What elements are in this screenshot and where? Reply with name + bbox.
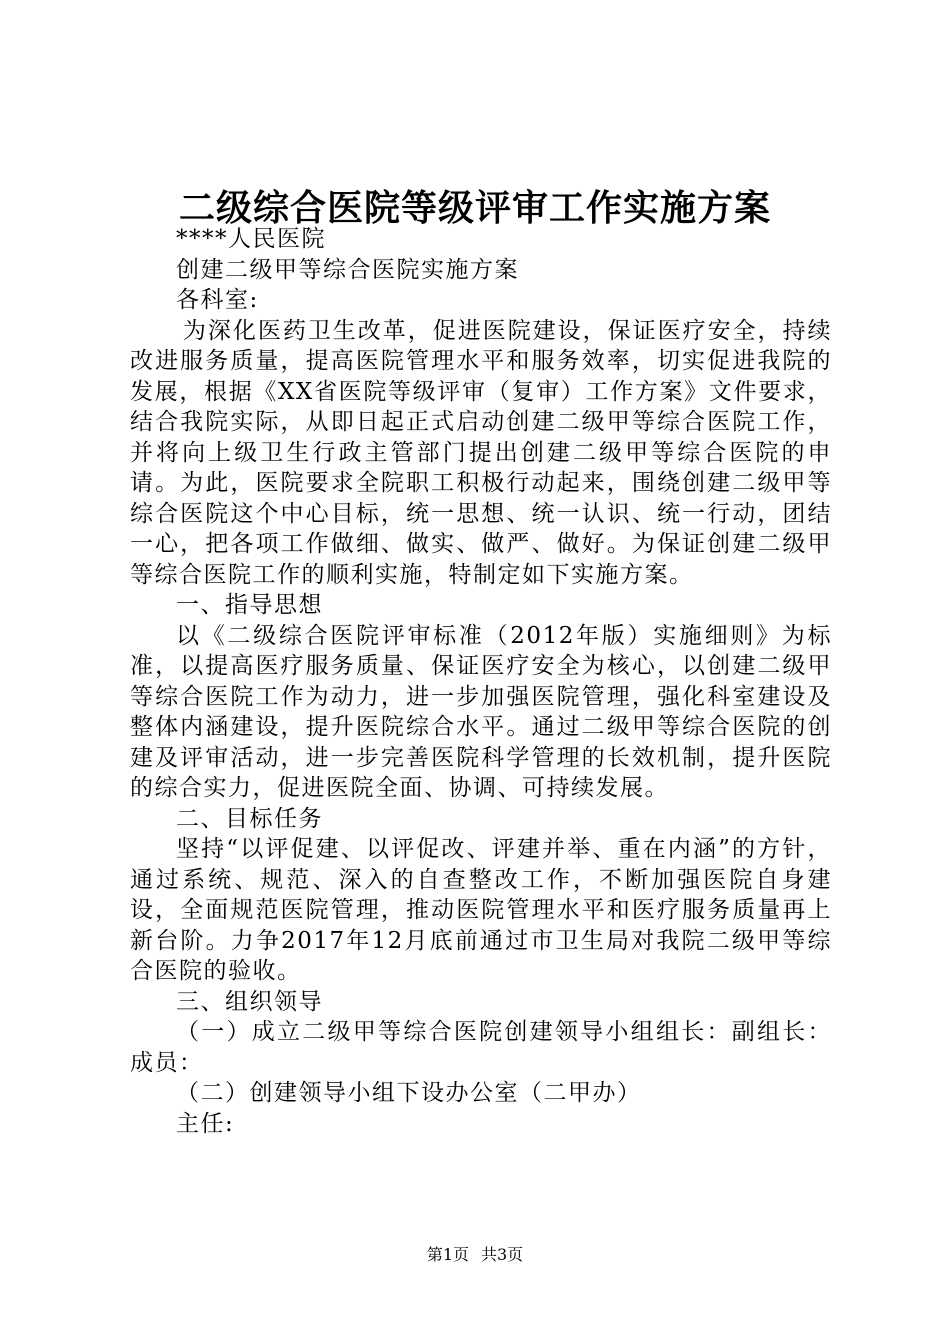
document-body <box>130 224 832 1139</box>
section-heading-guiding-ideology: 一、指导思想 <box>176 592 323 618</box>
intro-paragraph: 为深化医药卫生改革，促进医院建设，保证医疗安全，持续改进服务质量，提高医院管理水平和服务效率，切实促进我院的发展，根据《XX省医院等级评审（复审）工作方案》文件要求，结合我院实际，从即日起正式启动创建二级甲等综合医院工作，并将向上级卫生行政主管部门提出创建二级甲等综合医院的申请。为此，医院要求全院职工积极行动起来，围绕创建二级甲等综合医院这个中心目标，统一思想、统一认识、统一行动，团结一心，把各项工作做细、做实、做严、做好。为保证创建二级甲等综合医院工作的顺利实施，特制定如下实施方案。 <box>130 317 832 588</box>
salutation-line: 各科室: <box>176 287 259 313</box>
page-total: 共3页 <box>481 1245 524 1264</box>
leadership-group-paragraph: （一）成立二级甲等综合医院创建领导小组组长：副组长：成员： <box>130 1019 832 1076</box>
section-heading-organization: 三、组织领导 <box>176 988 323 1015</box>
hospital-name-line: ****人民医院 <box>176 226 326 252</box>
director-line: 主任: <box>176 1110 235 1137</box>
goals-paragraph: 坚持“以评促建、以评促改、评建并举、重在内涵”的方针，通过系统、规范、深入的自查整改工作，不断加强医院自身建设，全面规范医院管理，推动医院管理水平和医疗服务质量再上新台阶。力争2017年12月底前通过市卫生局对我院二级甲等综合医院的验收。 <box>130 836 832 984</box>
page-footer <box>0 1244 950 1266</box>
office-paragraph: （二）创建领导小组下设办公室（二甲办） <box>176 1080 642 1106</box>
document-title: 二级综合医院等级评审工作实施方案 <box>178 187 771 229</box>
section-heading-goals: 二、目标任务 <box>176 805 323 832</box>
page-number: 第1页 <box>426 1245 469 1264</box>
guiding-ideology-paragraph: 以《二级综合医院评审标准（2012年版）实施细则》为标准，以提高医疗服务质量、保证医疗安全为核心，以创建二级甲等综合医院工作为动力，进一步加强医院管理，强化科室建设及整体内涵建设，提升医院综合水平。通过二级甲等综合医院的创建及评审活动，进一步完善医院科学管理的长效机制，提升医院的综合实力，促进医院全面、协调、可持续发展。 <box>130 622 832 801</box>
plan-subtitle-line: 创建二级甲等综合医院实施方案 <box>176 256 519 283</box>
